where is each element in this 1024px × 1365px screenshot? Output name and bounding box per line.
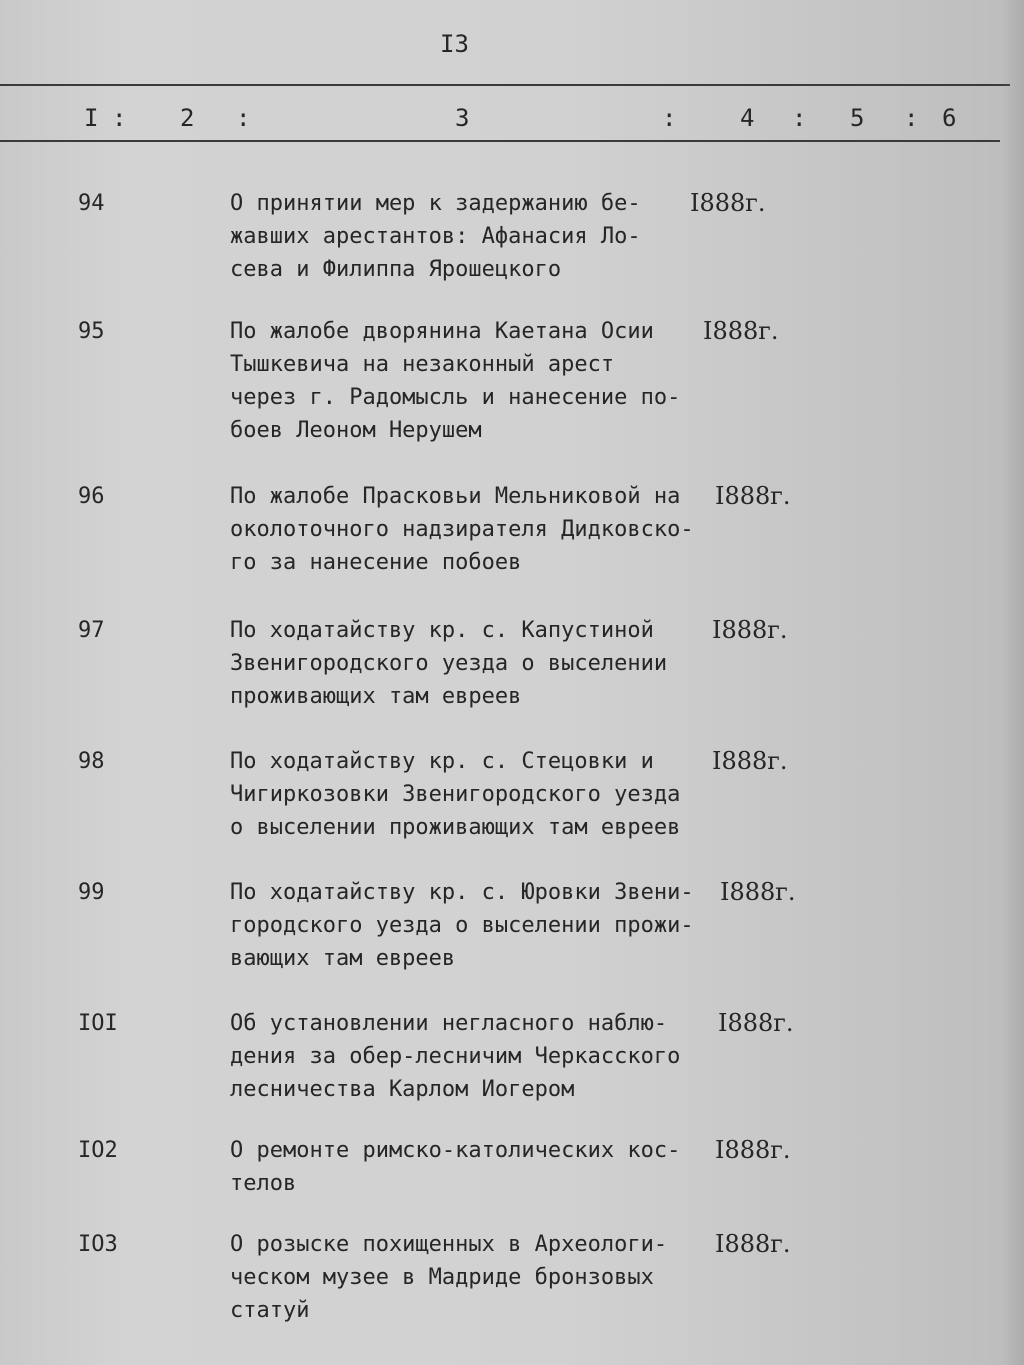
description-line: О ремонте римско-католических кос- (230, 1138, 681, 1163)
entry-description (230, 480, 710, 579)
description-line: лесничества Карлом Иогером (230, 1077, 575, 1102)
entry-description (230, 614, 710, 713)
description-line: По ходатайству кр. с. Стецовки и (230, 749, 654, 774)
entry-number: 94 (78, 191, 105, 216)
column-header-1: I (84, 104, 99, 132)
description-line: Чигиркозовки Звенигородского уезда (230, 782, 681, 807)
description-line: городского уезда о выселении прожи- (230, 913, 694, 938)
entry-year: I888г. (690, 189, 766, 217)
description-line: Звенигородского уезда о выселении (230, 651, 668, 676)
table-header (0, 104, 1000, 138)
description-line: телов (230, 1171, 297, 1196)
description-line: вающих там евреев (230, 946, 456, 971)
entry-description (230, 1134, 710, 1200)
entry-year: I888г. (715, 482, 791, 510)
column-header-4: 4 (740, 104, 755, 132)
entry-year: I888г. (703, 317, 779, 345)
description-line: дения за обер-лесничим Черкасского (230, 1044, 681, 1069)
entry-description (230, 315, 710, 447)
column-separator: : (904, 104, 919, 132)
entry-description (230, 1007, 710, 1106)
entry-number: 99 (78, 880, 105, 905)
page-number: I3 (440, 30, 469, 58)
column-header-6: 6 (942, 104, 957, 132)
entry-number: 95 (78, 319, 105, 344)
entry-description (230, 745, 710, 844)
description-line: околоточного надзирателя Дидковско- (230, 517, 694, 542)
description-line: боев Леоном Нерушем (230, 418, 482, 443)
entry-number: 98 (78, 749, 105, 774)
header-bottom-rule (0, 140, 1000, 142)
description-line: жавших арестантов: Афанасия Ло- (230, 224, 641, 249)
column-separator: : (662, 104, 677, 132)
page-edge-shadow (1000, 0, 1024, 1365)
description-line: через г. Радомысль и нанесение по- (230, 385, 681, 410)
description-line: Тышкевича на незаконный арест (230, 352, 615, 377)
description-line: По ходатайству кр. с. Капустиной (230, 618, 654, 643)
entry-number: IO3 (78, 1232, 118, 1257)
description-line: проживающих там евреев (230, 684, 522, 709)
description-line: Об установлении негласного наблю- (230, 1011, 668, 1036)
entry-year: I888г. (715, 1230, 791, 1258)
entry-description (230, 1228, 710, 1327)
entry-year: I888г. (715, 1136, 791, 1164)
description-line: О розыске похищенных в Археологи- (230, 1232, 668, 1257)
entry-number: IO2 (78, 1138, 118, 1163)
column-header-3: 3 (455, 104, 470, 132)
description-line: о выселении проживающих там евреев (230, 815, 681, 840)
entry-year: I888г. (720, 878, 796, 906)
column-header-2: 2 (180, 104, 195, 132)
column-separator: : (792, 104, 807, 132)
description-line: ческом музее в Мадриде бронзовых (230, 1265, 654, 1290)
entry-year: I888г. (712, 616, 788, 644)
entry-year: I888г. (718, 1009, 794, 1037)
entry-description (230, 876, 710, 975)
entry-number: 96 (78, 484, 105, 509)
description-line: По жалобе Прасковьи Мельниковой на (230, 484, 681, 509)
entry-year: I888г. (712, 747, 788, 775)
entry-description (230, 187, 710, 286)
header-top-rule (0, 84, 1010, 86)
column-separator: : (236, 104, 251, 132)
column-separator: : (112, 104, 127, 132)
description-line: По жалобе дворянина Каетана Осии (230, 319, 654, 344)
description-line: статуй (230, 1298, 310, 1323)
entry-number: 97 (78, 618, 105, 643)
entry-number: IOI (78, 1011, 118, 1036)
description-line: О принятии мер к задержанию бе- (230, 191, 641, 216)
description-line: По ходатайству кр. с. Юровки Звени- (230, 880, 694, 905)
column-header-5: 5 (850, 104, 865, 132)
description-line: сева и Филиппа Ярошецкого (230, 257, 562, 282)
description-line: го за нанесение побоев (230, 550, 522, 575)
